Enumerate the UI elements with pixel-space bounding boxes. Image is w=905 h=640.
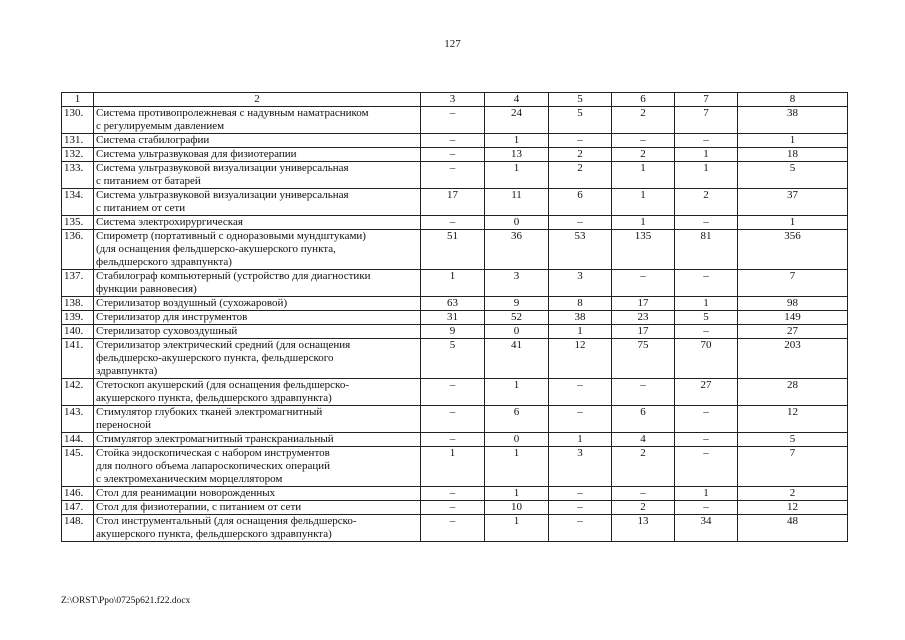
- table-row: [62, 447, 848, 487]
- header-cell: 6: [612, 93, 675, 107]
- equipment-name: [94, 189, 421, 216]
- value-cell-col-4: 0: [485, 433, 549, 447]
- value-cell-col-5: 38: [549, 311, 612, 325]
- row-number: 130.: [62, 107, 94, 134]
- table-row: [62, 501, 848, 515]
- row-number: 140.: [62, 325, 94, 339]
- row-number: 132.: [62, 148, 94, 162]
- value-cell-col-4: 41: [485, 339, 549, 379]
- equipment-name-line: Система стабилографии: [96, 134, 210, 146]
- table-row: [62, 270, 848, 297]
- value-cell-col-5: 1: [549, 433, 612, 447]
- equipment-name-line: Стерилизатор воздушный (сухожаровой): [96, 297, 288, 309]
- equipment-name: [94, 270, 421, 297]
- value-cell-col-5: –: [549, 379, 612, 406]
- value-cell-col-7: –: [675, 501, 738, 515]
- value-cell-col-5: 12: [549, 339, 612, 379]
- equipment-name-line: Спирометр (портативный с одноразовыми мундштуками): [96, 230, 366, 242]
- value-cell-col-3: –: [421, 162, 485, 189]
- value-cell-col-7: 1: [675, 162, 738, 189]
- equipment-name-line: акушерского пункта, фельдшерского здравпункта): [96, 392, 332, 404]
- row-number: 148.: [62, 515, 94, 542]
- value-cell-col-6: –: [612, 134, 675, 148]
- value-cell-col-7: –: [675, 270, 738, 297]
- value-cell-col-4: 9: [485, 297, 549, 311]
- header-cell: 3: [421, 93, 485, 107]
- value-cell-col-4: 24: [485, 107, 549, 134]
- value-cell-col-7: 70: [675, 339, 738, 379]
- value-cell-col-7: –: [675, 216, 738, 230]
- value-cell-col-4: 0: [485, 325, 549, 339]
- value-cell-col-5: 3: [549, 447, 612, 487]
- equipment-name-line: Система ультразвуковой визуализации универсальная: [96, 162, 349, 174]
- equipment-name-line: Стимулятор электромагнитный транскраниальный: [96, 433, 334, 445]
- equipment-name-line: функции равновесия): [96, 283, 197, 295]
- value-cell-col-6: 2: [612, 501, 675, 515]
- value-cell-col-3: 1: [421, 447, 485, 487]
- value-cell-col-3: 17: [421, 189, 485, 216]
- value-cell-col-6: 17: [612, 297, 675, 311]
- equipment-name-line: с регулируемым давлением: [96, 120, 225, 132]
- value-cell-col-5: 2: [549, 148, 612, 162]
- value-cell-col-6: 2: [612, 447, 675, 487]
- value-cell-col-3: –: [421, 433, 485, 447]
- value-cell-col-4: 1: [485, 379, 549, 406]
- table-row: [62, 406, 848, 433]
- value-cell-col-4: 6: [485, 406, 549, 433]
- value-cell-col-8: 5: [738, 162, 848, 189]
- value-cell-col-6: 1: [612, 216, 675, 230]
- value-cell-col-5: –: [549, 216, 612, 230]
- table-row: [62, 230, 848, 270]
- value-cell-col-8: 98: [738, 297, 848, 311]
- value-cell-col-4: 11: [485, 189, 549, 216]
- header-cell: 2: [94, 93, 421, 107]
- value-cell-col-7: –: [675, 433, 738, 447]
- table-row: [62, 134, 848, 148]
- equipment-name-line: Стол инструментальный (для оснащения фельдшерско-: [96, 515, 357, 527]
- value-cell-col-6: –: [612, 379, 675, 406]
- table-row: [62, 148, 848, 162]
- equipment-name-line: для полного объема лапароскопических операций: [96, 460, 330, 472]
- equipment-name: [94, 162, 421, 189]
- equipment-name: [94, 216, 421, 230]
- header-row: [62, 93, 848, 107]
- row-number: 147.: [62, 501, 94, 515]
- value-cell-col-5: 5: [549, 107, 612, 134]
- equipment-name-line: с питанием от батарей: [96, 175, 201, 187]
- value-cell-col-5: –: [549, 134, 612, 148]
- value-cell-col-3: –: [421, 134, 485, 148]
- row-number: 133.: [62, 162, 94, 189]
- value-cell-col-8: 18: [738, 148, 848, 162]
- equipment-name-line: (для оснащения фельдшерско-акушерского пункта,: [96, 243, 336, 255]
- value-cell-col-7: 81: [675, 230, 738, 270]
- equipment-name-line: Стабилограф компьютерный (устройство для диагностики: [96, 270, 371, 282]
- header-cell: 5: [549, 93, 612, 107]
- table-row: [62, 216, 848, 230]
- equipment-name: [94, 501, 421, 515]
- equipment-name-line: переносной: [96, 419, 151, 431]
- row-number: 144.: [62, 433, 94, 447]
- equipment-name-line: Система электрохирургическая: [96, 216, 243, 228]
- value-cell-col-7: –: [675, 447, 738, 487]
- value-cell-col-3: –: [421, 487, 485, 501]
- row-number: 143.: [62, 406, 94, 433]
- value-cell-col-6: 23: [612, 311, 675, 325]
- equipment-name-line: Стерилизатор электрический средний (для оснащения: [96, 339, 351, 351]
- row-number: 145.: [62, 447, 94, 487]
- table-row: [62, 311, 848, 325]
- value-cell-col-7: –: [675, 134, 738, 148]
- value-cell-col-8: 12: [738, 406, 848, 433]
- row-number: 134.: [62, 189, 94, 216]
- value-cell-col-7: –: [675, 406, 738, 433]
- value-cell-col-4: 1: [485, 487, 549, 501]
- equipment-name-line: фельдшерско-акушерского пункта, фельдшерского: [96, 352, 334, 364]
- value-cell-col-7: 1: [675, 487, 738, 501]
- row-number: 135.: [62, 216, 94, 230]
- value-cell-col-3: –: [421, 379, 485, 406]
- value-cell-col-8: 7: [738, 270, 848, 297]
- value-cell-col-3: –: [421, 501, 485, 515]
- value-cell-col-8: 37: [738, 189, 848, 216]
- value-cell-col-3: 51: [421, 230, 485, 270]
- table-body: [62, 93, 848, 542]
- value-cell-col-6: –: [612, 487, 675, 501]
- equipment-name: [94, 406, 421, 433]
- value-cell-col-5: 2: [549, 162, 612, 189]
- equipment-name: [94, 339, 421, 379]
- value-cell-col-7: 7: [675, 107, 738, 134]
- value-cell-col-7: 1: [675, 148, 738, 162]
- equipment-name-line: Стойка эндоскопическая с набором инструментов: [96, 447, 330, 459]
- value-cell-col-3: 9: [421, 325, 485, 339]
- value-cell-col-8: 28: [738, 379, 848, 406]
- value-cell-col-8: 203: [738, 339, 848, 379]
- value-cell-col-3: –: [421, 515, 485, 542]
- footer-file-path: Z:\ORST\Ppo\0725p621.f22.docx: [61, 596, 191, 606]
- value-cell-col-7: 5: [675, 311, 738, 325]
- equipment-name-line: с питанием от сети: [96, 202, 186, 214]
- equipment-name-line: Стетоскоп акушерский (для оснащения фельдшерско-: [96, 379, 350, 391]
- equipment-name: [94, 515, 421, 542]
- table-row: [62, 107, 848, 134]
- value-cell-col-4: 1: [485, 134, 549, 148]
- table-row: [62, 339, 848, 379]
- value-cell-col-3: 1: [421, 270, 485, 297]
- equipment-name: [94, 230, 421, 270]
- value-cell-col-5: –: [549, 406, 612, 433]
- value-cell-col-4: 13: [485, 148, 549, 162]
- table-row: [62, 325, 848, 339]
- value-cell-col-5: 53: [549, 230, 612, 270]
- row-number: 146.: [62, 487, 94, 501]
- value-cell-col-8: 2: [738, 487, 848, 501]
- value-cell-col-5: 6: [549, 189, 612, 216]
- row-number: 131.: [62, 134, 94, 148]
- equipment-name: [94, 487, 421, 501]
- value-cell-col-8: 12: [738, 501, 848, 515]
- equipment-table: [61, 92, 848, 542]
- row-number: 136.: [62, 230, 94, 270]
- equipment-name: [94, 447, 421, 487]
- table-row: [62, 487, 848, 501]
- equipment-name-line: Система ультразвуковая для физиотерапии: [96, 148, 297, 160]
- value-cell-col-3: –: [421, 406, 485, 433]
- value-cell-col-6: 13: [612, 515, 675, 542]
- equipment-name: [94, 148, 421, 162]
- equipment-name-line: фельдшерского здравпункта): [96, 256, 232, 268]
- header-cell: 4: [485, 93, 549, 107]
- table-row: [62, 162, 848, 189]
- value-cell-col-6: 17: [612, 325, 675, 339]
- table-row: [62, 297, 848, 311]
- value-cell-col-5: 1: [549, 325, 612, 339]
- equipment-name: [94, 379, 421, 406]
- value-cell-col-4: 1: [485, 447, 549, 487]
- value-cell-col-5: –: [549, 501, 612, 515]
- value-cell-col-6: 1: [612, 189, 675, 216]
- value-cell-col-5: –: [549, 487, 612, 501]
- value-cell-col-4: 1: [485, 162, 549, 189]
- equipment-name-line: Стимулятор глубоких тканей электромагнитный: [96, 406, 323, 418]
- equipment-name-line: Стерилизатор суховоздушный: [96, 325, 238, 337]
- value-cell-col-4: 10: [485, 501, 549, 515]
- value-cell-col-8: 149: [738, 311, 848, 325]
- value-cell-col-4: 36: [485, 230, 549, 270]
- value-cell-col-4: 52: [485, 311, 549, 325]
- value-cell-col-3: –: [421, 107, 485, 134]
- page-number: 127: [444, 38, 461, 50]
- equipment-name: [94, 325, 421, 339]
- value-cell-col-8: 27: [738, 325, 848, 339]
- value-cell-col-8: 5: [738, 433, 848, 447]
- equipment-name: [94, 107, 421, 134]
- value-cell-col-6: 2: [612, 148, 675, 162]
- value-cell-col-3: 5: [421, 339, 485, 379]
- value-cell-col-6: –: [612, 270, 675, 297]
- header-cell: 8: [738, 93, 848, 107]
- value-cell-col-8: 7: [738, 447, 848, 487]
- equipment-name: [94, 433, 421, 447]
- value-cell-col-6: 75: [612, 339, 675, 379]
- equipment-name-line: Система противопролежневая с надувным наматрасником: [96, 107, 369, 119]
- value-cell-col-8: 356: [738, 230, 848, 270]
- row-number: 137.: [62, 270, 94, 297]
- value-cell-col-7: 1: [675, 297, 738, 311]
- value-cell-col-8: 1: [738, 216, 848, 230]
- equipment-name-line: Стол для реанимации новорожденных: [96, 487, 276, 499]
- table-row: [62, 189, 848, 216]
- equipment-name-line: Стол для физиотерапии, с питанием от сети: [96, 501, 302, 513]
- row-number: 141.: [62, 339, 94, 379]
- value-cell-col-6: 2: [612, 107, 675, 134]
- value-cell-col-6: 1: [612, 162, 675, 189]
- value-cell-col-8: 38: [738, 107, 848, 134]
- equipment-name-line: акушерского пункта, фельдшерского здравпункта): [96, 528, 332, 540]
- equipment-name: [94, 297, 421, 311]
- equipment-name-line: Стерилизатор для инструментов: [96, 311, 248, 323]
- table-row: [62, 379, 848, 406]
- equipment-name: [94, 311, 421, 325]
- value-cell-col-5: –: [549, 515, 612, 542]
- row-number: 138.: [62, 297, 94, 311]
- value-cell-col-3: –: [421, 148, 485, 162]
- value-cell-col-4: 0: [485, 216, 549, 230]
- value-cell-col-3: –: [421, 216, 485, 230]
- table-row: [62, 433, 848, 447]
- equipment-name: [94, 134, 421, 148]
- row-number: 142.: [62, 379, 94, 406]
- row-number: 139.: [62, 311, 94, 325]
- equipment-name-line: с электромеханическим морцеллятором: [96, 473, 283, 485]
- value-cell-col-6: 6: [612, 406, 675, 433]
- value-cell-col-5: 3: [549, 270, 612, 297]
- header-cell: 1: [62, 93, 94, 107]
- value-cell-col-7: –: [675, 325, 738, 339]
- value-cell-col-4: 3: [485, 270, 549, 297]
- value-cell-col-3: 63: [421, 297, 485, 311]
- value-cell-col-4: 1: [485, 515, 549, 542]
- value-cell-col-6: 135: [612, 230, 675, 270]
- equipment-name-line: Система ультразвуковой визуализации универсальная: [96, 189, 349, 201]
- header-cell: 7: [675, 93, 738, 107]
- value-cell-col-7: 2: [675, 189, 738, 216]
- value-cell-col-7: 27: [675, 379, 738, 406]
- value-cell-col-6: 4: [612, 433, 675, 447]
- table-row: [62, 515, 848, 542]
- value-cell-col-8: 48: [738, 515, 848, 542]
- value-cell-col-5: 8: [549, 297, 612, 311]
- value-cell-col-3: 31: [421, 311, 485, 325]
- equipment-name-line: здравпункта): [96, 365, 158, 377]
- value-cell-col-8: 1: [738, 134, 848, 148]
- value-cell-col-7: 34: [675, 515, 738, 542]
